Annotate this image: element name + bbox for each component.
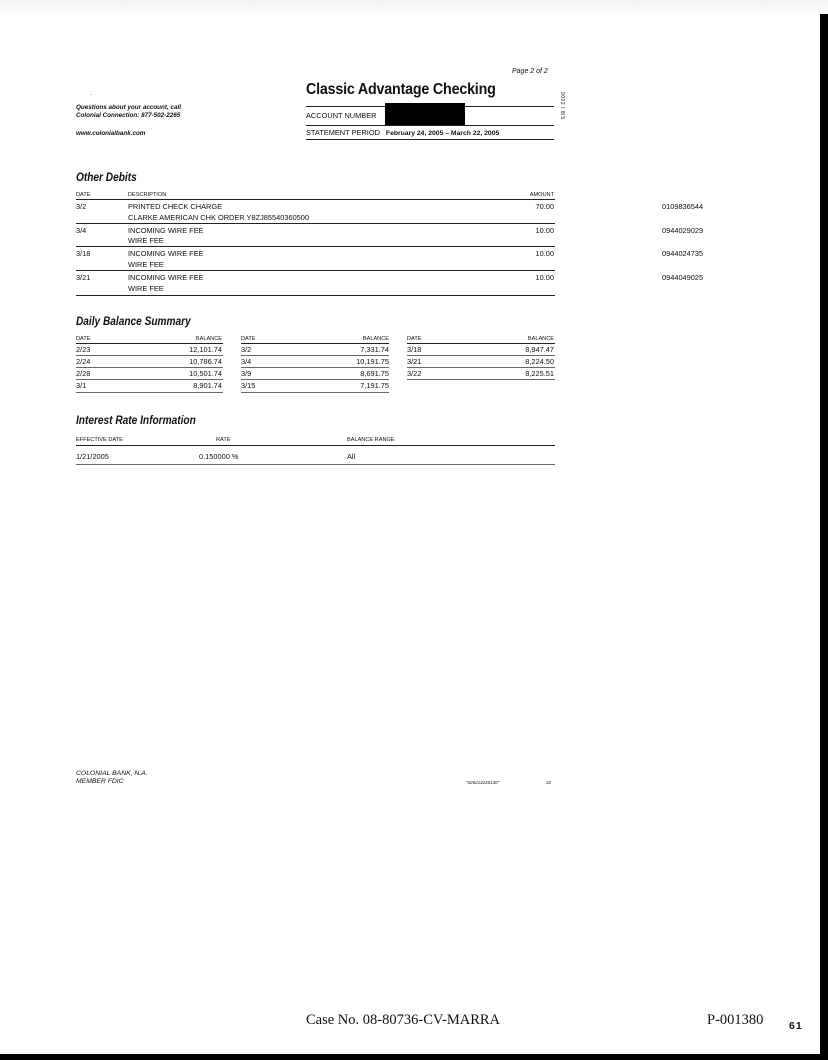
other-debits-title: Other Debits xyxy=(76,172,137,184)
debit-reference: 0944049025 xyxy=(662,273,704,282)
debit-description-detail: CLARKE AMERICAN CHK ORDER Y8ZJ85540360500 xyxy=(128,213,310,222)
debit-reference: 0944024735 xyxy=(662,249,704,258)
divider xyxy=(76,343,223,344)
divider xyxy=(76,199,555,200)
divider xyxy=(407,355,555,356)
divider xyxy=(407,367,555,368)
contact-line-2: Colonial Connection: 877-502-2265 xyxy=(76,111,181,119)
balance-date: 2/23 xyxy=(76,345,91,354)
debit-description-detail: WIRE FEE xyxy=(128,260,164,269)
daily-balance-title: Daily Balance Summary xyxy=(76,316,191,328)
divider xyxy=(76,270,555,271)
debit-date: 3/21 xyxy=(76,273,91,282)
divider xyxy=(76,379,223,380)
divider xyxy=(76,223,555,224)
scan-edge-top xyxy=(0,0,828,16)
debit-amount: 10.00 xyxy=(535,273,554,282)
column-header-date: DATE xyxy=(241,336,256,342)
bates-number: P-001380 xyxy=(707,1012,764,1028)
balance-amount: 10,501.74 xyxy=(189,369,222,378)
column-header-balance: BALANCE xyxy=(362,336,389,342)
column-header-rate: RATE xyxy=(216,437,231,443)
interest-rate-value: 0.150000 % xyxy=(199,452,239,461)
debit-description: PRINTED CHECK CHARGE xyxy=(128,202,223,211)
divider xyxy=(306,139,554,140)
balance-date: 2/24 xyxy=(76,357,91,366)
balance-date: 3/21 xyxy=(407,357,422,366)
divider xyxy=(76,367,223,368)
debit-description: INCOMING WIRE FEE xyxy=(128,226,204,235)
side-code: 0002 I 8IS xyxy=(559,92,565,120)
debit-description-detail: WIRE FEE xyxy=(128,284,164,293)
balance-date: 3/22 xyxy=(407,369,422,378)
divider xyxy=(241,379,389,380)
balance-amount: 8,225.51 xyxy=(525,369,554,378)
balance-amount: 10,191.75 xyxy=(356,357,389,366)
balance-date: 3/15 xyxy=(241,381,256,390)
balance-date: 3/4 xyxy=(241,357,252,366)
column-header-balance: BALANCE xyxy=(527,336,554,342)
debit-reference: 0109836544 xyxy=(662,202,704,211)
debit-date: 3/4 xyxy=(76,226,87,235)
column-header-date: DATE xyxy=(76,192,91,198)
account-number-redacted xyxy=(385,103,465,125)
balance-amount: 8,901.74 xyxy=(193,381,222,390)
interest-balance-range: All xyxy=(347,452,356,461)
bank-name: COLONIAL BANK, N.A. xyxy=(76,770,148,777)
scan-dot: · xyxy=(90,92,92,98)
balance-amount: 10,786.74 xyxy=(189,357,222,366)
divider xyxy=(306,125,554,126)
scan-border-bottom xyxy=(0,1054,828,1060)
balance-amount: 7,331.74 xyxy=(360,345,389,354)
balance-amount: 8,947.47 xyxy=(525,345,554,354)
statement-period-value: February 24, 2005 – March 22, 2005 xyxy=(385,130,500,137)
account-number-label: ACCOUNT NUMBER xyxy=(306,111,377,120)
interest-rate-title: Interest Rate Information xyxy=(76,415,196,427)
bank-website: www.colonialbank.com xyxy=(76,130,146,137)
column-header-balance: BALANCE xyxy=(195,336,222,342)
contact-info xyxy=(76,104,181,119)
account-box xyxy=(306,106,554,137)
interest-effective-date: 1/21/2005 xyxy=(76,452,109,461)
balance-date: 3/9 xyxy=(241,369,252,378)
debit-amount: 10.00 xyxy=(535,226,554,235)
divider xyxy=(407,343,555,344)
divider xyxy=(241,355,389,356)
column-header-effective-date: EFFECTIVE DATE xyxy=(76,437,123,443)
divider xyxy=(76,295,555,296)
debit-date: 3/18 xyxy=(76,249,91,258)
scan-border-right xyxy=(820,14,828,1060)
divider xyxy=(76,246,555,247)
divider xyxy=(241,367,389,368)
debit-description-detail: WIRE FEE xyxy=(128,236,164,245)
divider xyxy=(407,379,555,380)
footer-code: "026214220130" xyxy=(466,780,500,785)
bank-footer xyxy=(76,770,148,785)
statement-period-label: STATEMENT PERIOD xyxy=(306,128,380,137)
balance-amount: 8,224.50 xyxy=(525,357,554,366)
divider xyxy=(76,464,555,465)
statement-period-row xyxy=(306,128,499,137)
divider xyxy=(76,445,555,446)
divider xyxy=(76,392,223,393)
page-number: Page 2 of 2 xyxy=(512,68,548,75)
debit-description: INCOMING WIRE FEE xyxy=(128,273,204,282)
debit-reference: 0944029029 xyxy=(662,226,704,235)
debit-amount: 70.00 xyxy=(535,202,554,211)
debit-date: 3/2 xyxy=(76,202,87,211)
balance-date: 3/1 xyxy=(76,381,87,390)
column-header-balance-range: BALANCE RANGE xyxy=(347,437,395,443)
balance-amount: 12,101.74 xyxy=(189,345,222,354)
member-fdic: MEMBER FDIC xyxy=(76,777,124,785)
balance-date: 3/2 xyxy=(241,345,252,354)
footer-code-secondary: 32 xyxy=(546,780,552,785)
column-header-date: DATE xyxy=(407,336,422,342)
balance-date: 2/28 xyxy=(76,369,91,378)
balance-amount: 8,691.75 xyxy=(360,369,389,378)
debit-amount: 10.00 xyxy=(535,249,554,258)
column-header-amount: AMOUNT xyxy=(529,192,554,198)
contact-line-1: Questions about your account, call xyxy=(76,104,181,111)
case-number: Case No. 08-80736-CV-MARRA xyxy=(306,1012,501,1028)
sheet-number: 61 xyxy=(789,1020,803,1032)
column-header-date: DATE xyxy=(76,336,91,342)
balance-amount: 7,191.75 xyxy=(360,381,389,390)
debit-description: INCOMING WIRE FEE xyxy=(128,249,204,258)
statement-title: Classic Advantage Checking xyxy=(306,81,496,98)
balance-date: 3/18 xyxy=(407,345,422,354)
divider xyxy=(241,392,389,393)
divider xyxy=(76,355,223,356)
column-header-description: DESCRIPTION xyxy=(128,192,167,198)
divider xyxy=(241,343,389,344)
